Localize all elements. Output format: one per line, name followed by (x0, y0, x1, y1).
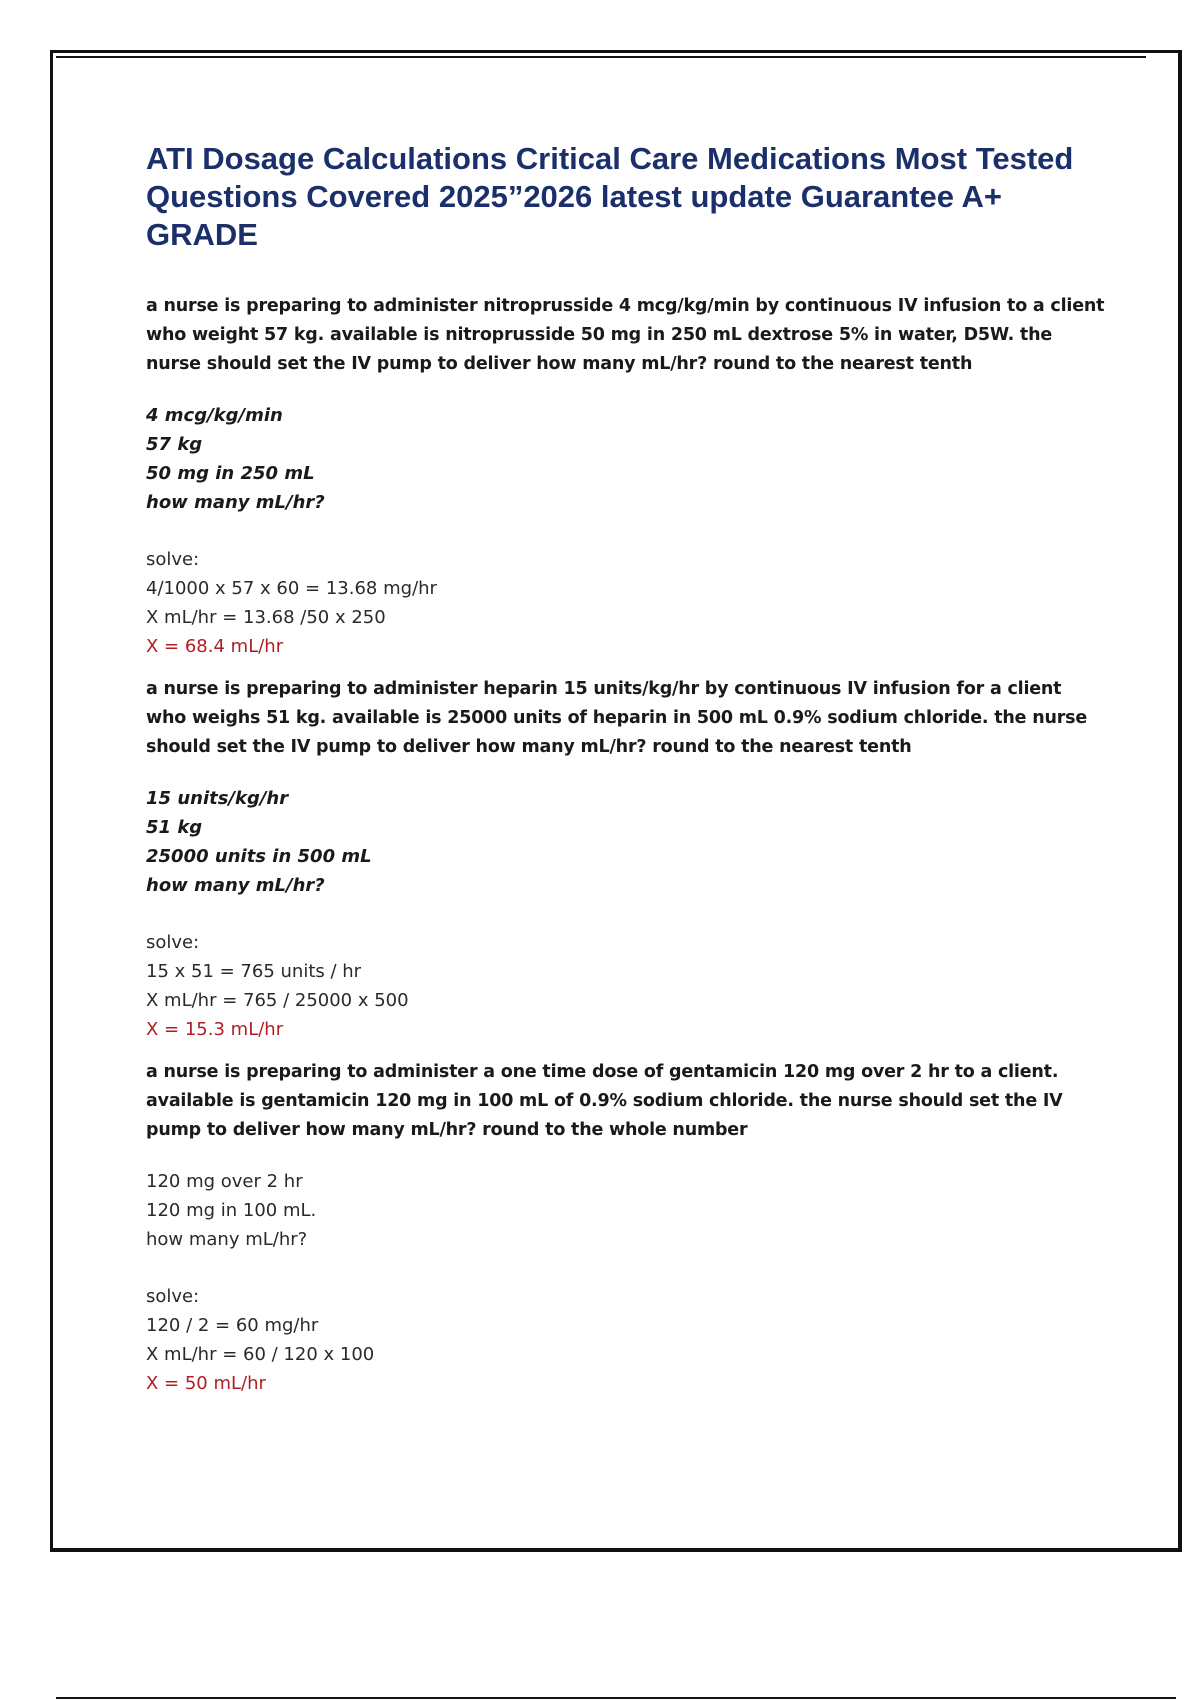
document-title: ATI Dosage Calculations Critical Care Medications Most Tested Questions Covered 2025”2026 latest update Guarantee A+ GRADE (146, 141, 1074, 252)
given-item: 25000 units in 500 mL (146, 846, 372, 867)
solve-label: solve: (146, 932, 200, 953)
given-item: 57 kg (146, 434, 203, 455)
given-values (146, 1167, 1106, 1254)
answer: X = 15.3 mL/hr (146, 1019, 284, 1040)
given-item: how many mL/hr? (146, 1229, 308, 1250)
question-text: a nurse is preparing to administer heparin 15 units/kg/hr by continuous IV infusion for a client who weighs 51 kg. available is 25000 units of heparin in 500 mL 0.9% sodium chloride. the nurse should set the IV pump to deliver how many mL/hr? round to the nearest tenth (146, 679, 1088, 757)
solution (146, 545, 1106, 661)
answer: X = 50 mL/hr (146, 1373, 266, 1394)
solve-label: solve: (146, 1286, 200, 1307)
question-text: a nurse is preparing to administer nitroprusside 4 mcg/kg/min by continuous IV infusion to a client who weight 57 kg. available is nitroprusside 50 mg in 250 mL dextrose 5% in water, D5W. the nurse should set the IV pump to deliver how many mL/hr? round to the nearest tenth (146, 296, 1105, 374)
answer: X = 68.4 mL/hr (146, 636, 284, 657)
given-item: 120 mg over 2 hr (146, 1171, 303, 1192)
given-item: 51 kg (146, 817, 203, 838)
given-item: 120 mg in 100 mL. (146, 1200, 317, 1221)
solve-step: 120 / 2 = 60 mg/hr (146, 1315, 319, 1336)
solve-step: X mL/hr = 60 / 120 x 100 (146, 1344, 375, 1365)
given-values (146, 784, 1106, 900)
question-text: a nurse is preparing to administer a one time dose of gentamicin 120 mg over 2 hr to a client. available is gentamicin 120 mg in 100 mL of 0.9% sodium chloride. the nurse should set the IV pump to deliver how many mL/hr? round to the whole number (146, 1062, 1063, 1140)
solve-step: 15 x 51 = 765 units / hr (146, 961, 362, 982)
given-item: how many mL/hr? (146, 875, 325, 896)
solve-step: X mL/hr = 765 / 25000 x 500 (146, 990, 409, 1011)
question-2 (146, 675, 1106, 1044)
top-rule (56, 56, 1146, 58)
solve-step: 4/1000 x 57 x 60 = 13.68 mg/hr (146, 578, 437, 599)
question-3 (146, 1058, 1106, 1398)
solution (146, 1282, 1106, 1398)
solution (146, 928, 1106, 1044)
given-item: 4 mcg/kg/min (146, 405, 283, 426)
given-item: 50 mg in 250 mL (146, 463, 315, 484)
solve-label: solve: (146, 549, 200, 570)
given-values (146, 401, 1106, 517)
given-item: how many mL/hr? (146, 492, 325, 513)
bottom-rule (56, 1697, 1176, 1699)
given-item: 15 units/kg/hr (146, 788, 289, 809)
document-body (146, 140, 1106, 1412)
question-1 (146, 292, 1106, 661)
solve-step: X mL/hr = 13.68 /50 x 250 (146, 607, 386, 628)
